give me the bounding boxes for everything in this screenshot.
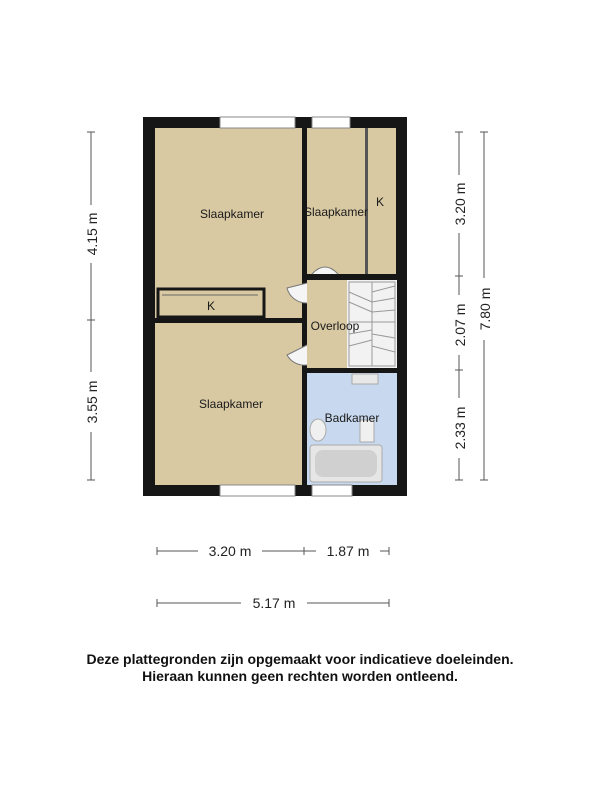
label-bedroom-top-right: Slaapkamer (303, 205, 369, 219)
dim-right-top: 3.20 m (452, 182, 468, 226)
label-landing: Overloop (310, 319, 360, 333)
dim-right-middle: 2.07 m (452, 303, 468, 347)
wall-horizontal-left (155, 318, 307, 323)
window-top-left (220, 117, 295, 128)
label-closet-right: K (375, 195, 385, 209)
dim-left-top: 4.15 m (84, 212, 100, 256)
label-bedroom-top-left: Slaapkamer (199, 207, 265, 221)
label-bedroom-bottom-left: Slaapkamer (198, 397, 264, 411)
dim-bottom-left: 3.20 m (208, 543, 252, 559)
window-top-right (312, 117, 350, 128)
dim-bottom-right: 1.87 m (326, 543, 370, 559)
bath-cabinet (352, 374, 378, 384)
dim-right-total: 7.80 m (477, 287, 493, 331)
label-bathroom: Badkamer (324, 411, 380, 425)
wall-horizontal-right (307, 274, 407, 280)
wall-vertical-center (302, 117, 307, 496)
wall-bath-top (307, 368, 407, 373)
disclaimer-line-1: Deze plattegronden zijn opgemaakt voor indicatieve doeleinden. (86, 651, 514, 667)
dim-left-bottom: 3.55 m (84, 380, 100, 424)
bathtub-inner (315, 450, 377, 477)
window-bottom-left (220, 485, 295, 496)
toilet (310, 419, 326, 441)
dim-right-bottom: 2.33 m (452, 406, 468, 450)
label-closet-left: K (206, 299, 216, 313)
dim-bottom-total: 5.17 m (252, 595, 296, 611)
disclaimer-line-2: Hieraan kunnen geen rechten worden ontleend. (142, 668, 458, 684)
bedroom-top-right-floor (307, 128, 365, 274)
window-bottom-right (312, 485, 352, 496)
wall-closet-divider (365, 128, 368, 274)
